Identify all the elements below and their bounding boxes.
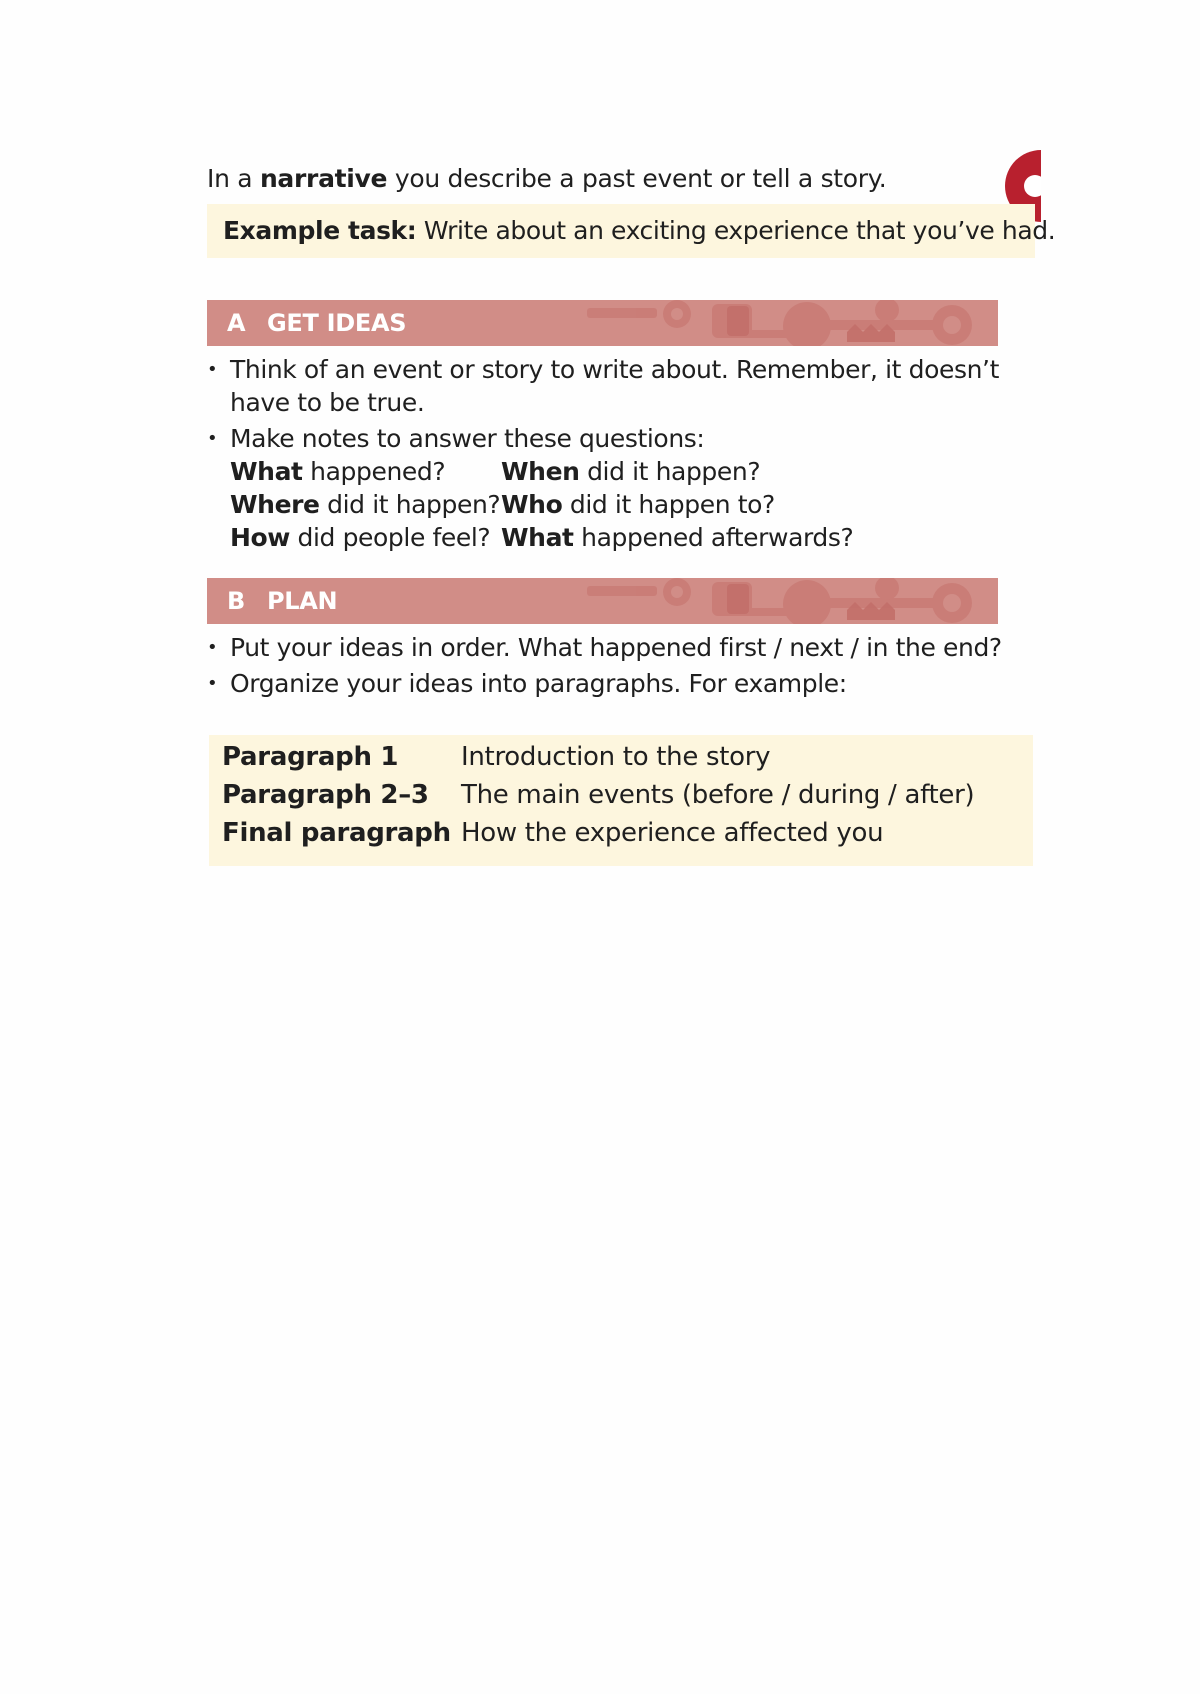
section-b-label: PLAN — [267, 587, 338, 615]
question-rest: happened? — [302, 457, 446, 486]
intro-after: you describe a past event or tell a story. — [387, 164, 887, 193]
question — [230, 455, 445, 488]
question — [230, 521, 490, 554]
question — [501, 488, 775, 521]
question-rest: did it happen? — [579, 457, 761, 486]
section-b-header — [207, 578, 998, 624]
question-word: How — [230, 523, 290, 552]
bullet-dot-icon: • — [207, 673, 218, 694]
example-task-text — [223, 215, 1055, 247]
section-a-title — [227, 308, 406, 338]
section-b-letter: B — [227, 587, 245, 615]
paragraph-label: Final paragraph — [222, 818, 451, 848]
bullet-text-line-2: have to be true. — [230, 388, 425, 417]
question-rest: did people feel? — [290, 523, 491, 552]
paragraph-label: Paragraph 2–3 — [222, 780, 429, 810]
question-rest: did it happen to? — [562, 490, 775, 519]
question-word: Where — [230, 490, 320, 519]
paragraph-description: How the experience affected you — [461, 818, 884, 848]
section-a-label: GET IDEAS — [267, 309, 407, 337]
question — [501, 521, 853, 554]
question — [501, 455, 760, 488]
example-task-box — [207, 204, 1056, 258]
bullet-text: Organize your ideas into paragraphs. For example: — [230, 669, 847, 698]
question-rest: did it happen? — [319, 490, 501, 519]
paragraph-description: The main events (before / during / after) — [461, 780, 975, 810]
question-word: Who — [501, 490, 563, 519]
section-a-letter: A — [227, 309, 246, 337]
section-b-title — [227, 586, 337, 616]
section-a-header — [207, 300, 998, 346]
bullet-text: Put your ideas in order. What happened first / next / in the end? — [230, 633, 1002, 662]
paragraph-label: Paragraph 1 — [222, 742, 399, 772]
intro-sentence — [207, 162, 886, 196]
question-word: What — [501, 523, 574, 552]
bullet-dot-icon: • — [207, 359, 218, 380]
example-task-label: Example task: — [223, 216, 417, 245]
intro-keyword: narrative — [259, 164, 388, 193]
bullet-text-line-1: Think of an event or story to write about. Remember, it doesn’t — [230, 355, 999, 384]
question-word: What — [230, 457, 303, 486]
bullet-text: Make notes to answer these questions: — [230, 424, 705, 453]
bullet-dot-icon: • — [207, 428, 218, 449]
example-task-body: Write about an exciting experience that you’ve had. — [416, 216, 1056, 245]
question — [230, 488, 500, 521]
intro-before: In a — [207, 164, 260, 193]
bullet-dot-icon: • — [207, 637, 218, 658]
question-word: When — [501, 457, 580, 486]
question-rest: happened afterwards? — [573, 523, 854, 552]
paragraph-description: Introduction to the story — [461, 742, 771, 772]
paragraph-plan-box — [209, 735, 1033, 866]
